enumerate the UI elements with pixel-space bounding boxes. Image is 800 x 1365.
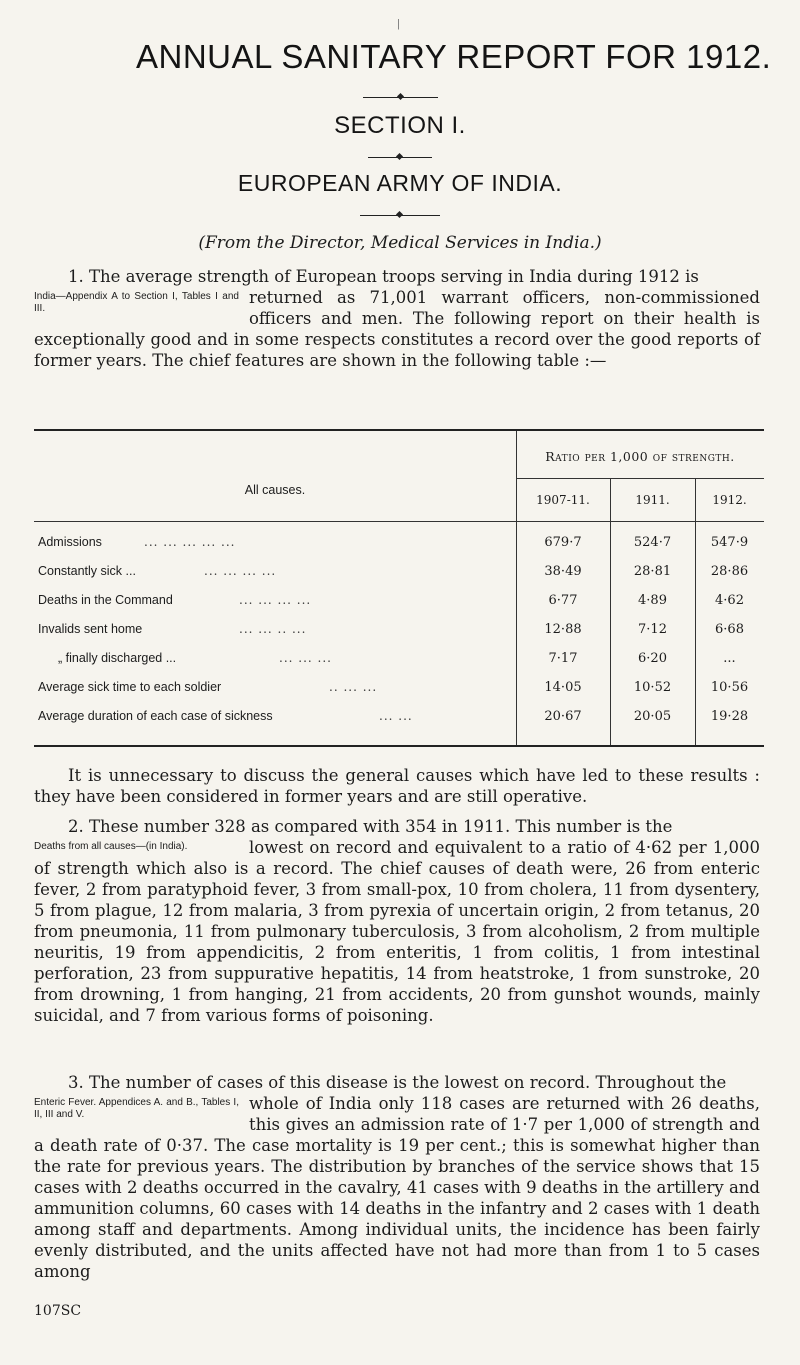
section-heading: SECTION I. [334, 112, 466, 139]
chapter-heading: EUROPEAN ARMY OF INDIA. [237, 170, 563, 196]
paragraph-1 [34, 266, 760, 371]
value-1907-11: 12·88 [544, 622, 582, 637]
value-1912: 19·28 [710, 709, 749, 724]
paragraph-2 [34, 816, 760, 1026]
year-header: 1911. [635, 493, 670, 507]
leader-dots: ... ... ... ... ... [144, 535, 236, 549]
value-1911: 6·20 [638, 651, 667, 666]
value-1911: 28·81 [633, 564, 672, 579]
value-1912: 4·62 [715, 593, 744, 608]
value-1911: 7·12 [638, 622, 667, 637]
table-row [34, 680, 764, 702]
leader-dots: ... ... .. ... [239, 622, 307, 636]
value-1907-11: 20·67 [544, 709, 582, 724]
row-label: Admissions [38, 535, 102, 549]
paragraph-3-body: whole of India only 118 cases are returned with 26 deaths, this gives an admission rate of 1·7 per 1,000 of strength and a death rate of 0·37. The case mortality is 19 per cent.; this is somewhat higher than the rate for previous years. The distribution by branches of the service shows that 15 cases with 2 deaths occurred in the cavalry, 41 cases with 9 deaths in the artillery and ammunition columns, 60 cases with 14 deaths in the infantry and 2 cases with 1 death among staff and departments. Among individual units, the incidence has been fairly evenly distributed, and the units affected have not had more than from 1 to 5 cases among [34, 1094, 760, 1281]
table-row [34, 535, 764, 557]
ratio-header: Ratio per 1,000 of strength. [545, 449, 735, 464]
leader-dots: ... ... ... [279, 651, 332, 665]
value-1912: ... [723, 651, 736, 666]
report-title: ANNUAL SANITARY REPORT FOR 1912. [136, 38, 772, 75]
ornament-rule [368, 157, 432, 158]
row-label: Constantly sick ... [38, 564, 136, 578]
margin-note: Enteric Fever. Appendices A. and B., Tables I, II, III and V. [34, 1097, 239, 1120]
row-label: „ finally discharged ... [58, 651, 177, 665]
ratio-table [34, 429, 764, 747]
leader-dots: ... ... [379, 709, 413, 723]
paragraph-general-text: It is unnecessary to discuss the general causes which have led to these results : they have been considered in former years and are still operative. [34, 766, 760, 806]
paragraph-3-lead: 3. The number of cases of this disease is the lowest on record. Throughout the [68, 1073, 727, 1092]
paragraph-1-body: returned as 71,001 warrant officers, non-commissioned officers and men. The following report on their health is exceptionally good and in some respects constitutes a record over the good reports of former years. The chief features are shown in the following table :— [34, 288, 760, 370]
value-1912: 6·68 [715, 622, 744, 637]
row-label: Average duration of each case of sickness [38, 709, 273, 723]
row-label: Average sick time to each soldier [38, 680, 222, 694]
value-1907-11: 679·7 [544, 535, 582, 550]
source-subtitle: (From the Director, Medical Services in India.) [198, 233, 602, 253]
paragraph-2-body: lowest on record and equivalent to a ratio of 4·62 per 1,000 of strength which also is a record. The chief causes of death were, 26 from enteric fever, 2 from paratyphoid fever, 3 from small-pox, 10 from cholera, 11 from dysentery, 5 from plague, 12 from malaria, 3 from pyrexia of uncertain origin, 2 from tetanus, 20 from pneumonia, 11 from pulmonary tuberculosis, 3 from alcoholism, 2 from multiple neuritis, 19 from appendicitis, 2 from enteritis, 1 from colitis, 1 from intestinal perforation, 23 from suppurative hepatitis, 14 from heatstroke, 1 from sunstroke, 20 from drowning, 1 from hanging, 21 from accidents, 20 from gunshot wounds, mainly suicidal, and 7 from various forms of poisoning. [34, 838, 760, 1025]
paragraph-1-lead: 1. The average strength of European troops serving in India during 1912 is [68, 267, 699, 286]
value-1911: 10·52 [633, 680, 672, 695]
leader-dots: ... ... ... ... [239, 593, 312, 607]
value-1911: 20·05 [633, 709, 672, 724]
paragraph-2-lead: 2. These number 328 as compared with 354 in 1911. This number is the [68, 817, 673, 836]
value-1912: 547·9 [710, 535, 749, 550]
ornament-rule [363, 97, 438, 98]
table-row [34, 651, 764, 673]
value-1907-11: 14·05 [544, 680, 582, 695]
value-1911: 4·89 [638, 593, 667, 608]
leader-dots: .. ... ... [329, 680, 378, 694]
paragraph-3 [34, 1072, 760, 1282]
value-1911: 524·7 [633, 535, 672, 550]
value-1912: 10·56 [710, 680, 749, 695]
ornament-rule [360, 215, 440, 216]
table-row [34, 709, 764, 731]
header-rule [517, 478, 764, 479]
printer-code: 107SC [34, 1303, 82, 1319]
paragraph-general [34, 765, 760, 807]
leader-dots: ... ... ... ... [204, 564, 277, 578]
year-header: 1912. [712, 493, 747, 507]
table-row [34, 622, 764, 644]
year-header: 1907-11. [536, 493, 590, 507]
cause-header: All causes. [244, 483, 306, 497]
top-mark: | [397, 18, 400, 30]
table-row [34, 564, 764, 586]
value-1907-11: 7·17 [548, 651, 578, 666]
margin-note: Deaths from all causes—(in India). [34, 841, 188, 852]
row-label: Deaths in the Command [38, 593, 173, 607]
value-1907-11: 6·77 [548, 593, 578, 608]
row-label: Invalids sent home [38, 622, 143, 636]
value-1907-11: 38·49 [544, 564, 582, 579]
header-rule [34, 521, 764, 522]
table-row [34, 593, 764, 615]
value-1912: 28·86 [710, 564, 749, 579]
margin-note: India—Appendix A to Section I, Tables I and III. [34, 291, 239, 314]
